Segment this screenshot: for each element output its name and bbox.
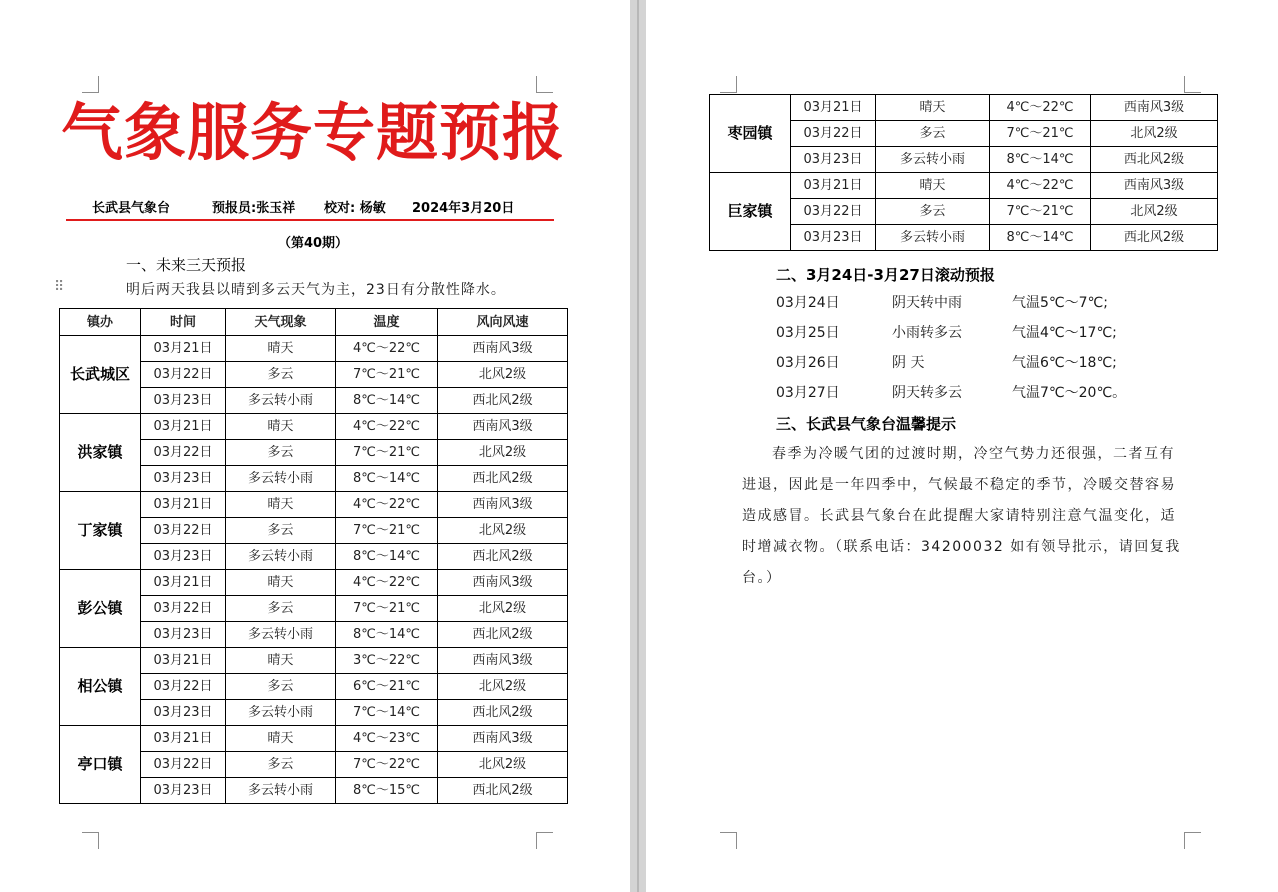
- weather-cell: 多云转小雨: [876, 147, 990, 173]
- wind-cell: 北风2级: [1091, 121, 1218, 147]
- date-cell: 03月23日: [141, 544, 226, 570]
- forecast-table-continued: [709, 94, 1218, 251]
- date-cell: 03月23日: [141, 466, 226, 492]
- rolling-weather: 小雨转多云: [892, 325, 962, 341]
- wind-cell: 西北风2级: [438, 544, 568, 570]
- weather-cell: 多云: [226, 596, 336, 622]
- crop-mark: [720, 76, 737, 93]
- wind-cell: 西北风2级: [438, 700, 568, 726]
- weather-cell: 多云: [226, 674, 336, 700]
- temp-cell: 7℃～14℃: [336, 700, 438, 726]
- forecast-table: [59, 308, 568, 804]
- weather-cell: 晴天: [876, 173, 990, 199]
- date-cell: 03月22日: [141, 362, 226, 388]
- wind-cell: 北风2级: [438, 752, 568, 778]
- town-name: 亭口镇: [60, 726, 141, 804]
- weather-cell: 多云: [226, 440, 336, 466]
- crop-mark: [720, 832, 737, 849]
- wind-cell: 北风2级: [438, 596, 568, 622]
- page-gap-line: [637, 0, 639, 892]
- weather-cell: 多云转小雨: [226, 544, 336, 570]
- table-row: [710, 173, 1218, 199]
- temp-cell: 7℃～21℃: [336, 518, 438, 544]
- wind-cell: 西北风2级: [438, 778, 568, 804]
- weather-cell: 晴天: [226, 336, 336, 362]
- temp-cell: 8℃～14℃: [990, 147, 1091, 173]
- date-cell: 03月23日: [141, 388, 226, 414]
- wind-cell: 西北风2级: [1091, 147, 1218, 173]
- date-cell: 03月21日: [141, 492, 226, 518]
- weather-cell: 多云转小雨: [226, 388, 336, 414]
- wind-cell: 西北风2级: [438, 388, 568, 414]
- wind-cell: 西南风3级: [438, 726, 568, 752]
- town-name: 洪家镇: [60, 414, 141, 492]
- weather-cell: 多云: [226, 362, 336, 388]
- checker: 校对: 杨敏: [324, 201, 386, 216]
- temp-cell: 7℃～21℃: [336, 362, 438, 388]
- wind-cell: 北风2级: [438, 440, 568, 466]
- wind-cell: 西南风3级: [1091, 173, 1218, 199]
- town-name: 长武城区: [60, 336, 141, 414]
- date-cell: 03月21日: [141, 726, 226, 752]
- date-cell: 03月22日: [141, 596, 226, 622]
- temp-cell: 4℃～22℃: [990, 173, 1091, 199]
- temp-cell: 8℃～14℃: [336, 388, 438, 414]
- weather-cell: 晴天: [226, 492, 336, 518]
- town-name: 彭公镇: [60, 570, 141, 648]
- wind-cell: 西北风2级: [1091, 225, 1218, 251]
- date-cell: 03月22日: [141, 440, 226, 466]
- temp-cell: 4℃～22℃: [336, 492, 438, 518]
- rolling-date: 03月24日: [776, 295, 840, 311]
- weather-cell: 多云: [876, 121, 990, 147]
- weather-cell: 晴天: [876, 95, 990, 121]
- date-cell: 03月23日: [791, 147, 876, 173]
- town-name: 丁家镇: [60, 492, 141, 570]
- table-row: [60, 414, 568, 440]
- wind-cell: 西南风3级: [438, 648, 568, 674]
- rolling-temp: 气温5℃～7℃;: [1012, 295, 1108, 311]
- date-cell: 03月21日: [141, 414, 226, 440]
- section2-heading: 二、3月24日-3月27日滚动预报: [776, 266, 995, 284]
- weather-cell: 多云: [876, 199, 990, 225]
- weather-cell: 多云转小雨: [876, 225, 990, 251]
- town-name: 枣园镇: [710, 95, 791, 173]
- crop-mark: [536, 832, 553, 849]
- table-row: [60, 648, 568, 674]
- date-cell: 03月22日: [141, 752, 226, 778]
- rolling-date: 03月27日: [776, 385, 840, 401]
- weather-cell: 多云: [226, 752, 336, 778]
- town-name: 巨家镇: [710, 173, 791, 251]
- warm-tip-text: 春季为冷暖气团的过渡时期，冷空气势力还很强，二者互有进退，因此是一年四季中，气候最不稳定的季节，冷暖交替容易造成感冒。长武县气象台在此提醒大家请特别注意气温变化，适时增减衣物。（联系电话：34200032 如有领导批示，请回复我台。）: [742, 446, 1181, 586]
- station-name: 长武县气象台: [92, 201, 171, 216]
- drag-handle-icon[interactable]: ⠿: [54, 279, 65, 295]
- issue-date: 2024年3月20日: [412, 201, 515, 216]
- col-header: 温度: [336, 309, 438, 336]
- crop-mark: [1184, 832, 1201, 849]
- section1-heading: 一、未来三天预报: [126, 256, 247, 274]
- weather-cell: 晴天: [226, 726, 336, 752]
- temp-cell: 4℃～23℃: [336, 726, 438, 752]
- date-cell: 03月21日: [141, 570, 226, 596]
- wind-cell: 西南风3级: [438, 414, 568, 440]
- date-cell: 03月21日: [141, 336, 226, 362]
- date-cell: 03月23日: [141, 700, 226, 726]
- crop-mark: [82, 832, 99, 849]
- issue-number: （第40期）: [277, 236, 349, 251]
- section1-summary: 明后两天我县以晴到多云天气为主，23日有分散性降水。: [126, 282, 506, 298]
- temp-cell: 8℃～14℃: [336, 622, 438, 648]
- weather-cell: 晴天: [226, 570, 336, 596]
- rolling-temp: 气温7℃～20℃。: [1012, 385, 1127, 401]
- temp-cell: 7℃～21℃: [336, 596, 438, 622]
- wind-cell: 西南风3级: [438, 492, 568, 518]
- weather-cell: 晴天: [226, 414, 336, 440]
- wind-cell: 北风2级: [438, 362, 568, 388]
- wind-cell: 西北风2级: [438, 466, 568, 492]
- date-cell: 03月23日: [141, 622, 226, 648]
- col-header: 天气现象: [226, 309, 336, 336]
- table-header-row: [60, 309, 568, 336]
- rolling-weather: 阴天转多云: [892, 385, 962, 401]
- col-header: 镇办: [60, 309, 141, 336]
- crop-mark: [1184, 76, 1201, 93]
- rolling-temp: 气温4℃～17℃;: [1012, 325, 1117, 341]
- temp-cell: 4℃～22℃: [336, 336, 438, 362]
- temp-cell: 7℃～22℃: [336, 752, 438, 778]
- rolling-temp: 气温6℃～18℃;: [1012, 355, 1117, 371]
- date-cell: 03月21日: [141, 648, 226, 674]
- date-cell: 03月22日: [791, 199, 876, 225]
- wind-cell: 西南风3级: [438, 336, 568, 362]
- temp-cell: 8℃～14℃: [990, 225, 1091, 251]
- date-cell: 03月22日: [141, 674, 226, 700]
- date-cell: 03月21日: [791, 95, 876, 121]
- temp-cell: 7℃～21℃: [990, 199, 1091, 225]
- wind-cell: 西南风3级: [1091, 95, 1218, 121]
- town-name: 相公镇: [60, 648, 141, 726]
- col-header: 风向风速: [438, 309, 568, 336]
- wind-cell: 西南风3级: [438, 570, 568, 596]
- temp-cell: 4℃～22℃: [990, 95, 1091, 121]
- forecaster: 预报员:张玉祥: [212, 201, 296, 216]
- temp-cell: 7℃～21℃: [336, 440, 438, 466]
- rolling-weather: 阴天转中雨: [892, 295, 962, 311]
- temp-cell: 8℃～14℃: [336, 544, 438, 570]
- red-rule: [66, 219, 554, 221]
- date-cell: 03月23日: [791, 225, 876, 251]
- document-title: 气象服务专题预报: [60, 96, 565, 169]
- temp-cell: 6℃～21℃: [336, 674, 438, 700]
- temp-cell: 7℃～21℃: [990, 121, 1091, 147]
- rolling-weather: 阴 天: [892, 355, 925, 371]
- weather-cell: 晴天: [226, 648, 336, 674]
- temp-cell: 4℃～22℃: [336, 570, 438, 596]
- table-row: [60, 726, 568, 752]
- wind-cell: 西北风2级: [438, 622, 568, 648]
- table-row: [60, 492, 568, 518]
- temp-cell: 3℃～22℃: [336, 648, 438, 674]
- date-cell: 03月22日: [141, 518, 226, 544]
- weather-cell: 多云转小雨: [226, 700, 336, 726]
- table-row: [60, 570, 568, 596]
- rolling-date: 03月26日: [776, 355, 840, 371]
- wind-cell: 北风2级: [438, 518, 568, 544]
- date-cell: 03月21日: [791, 173, 876, 199]
- table-row: [60, 336, 568, 362]
- weather-cell: 多云: [226, 518, 336, 544]
- weather-cell: 多云转小雨: [226, 778, 336, 804]
- col-header: 时间: [141, 309, 226, 336]
- date-cell: 03月22日: [791, 121, 876, 147]
- rolling-date: 03月25日: [776, 325, 840, 341]
- date-cell: 03月23日: [141, 778, 226, 804]
- wind-cell: 北风2级: [1091, 199, 1218, 225]
- weather-cell: 多云转小雨: [226, 622, 336, 648]
- temp-cell: 8℃～14℃: [336, 466, 438, 492]
- weather-cell: 多云转小雨: [226, 466, 336, 492]
- section3-heading: 三、长武县气象台温馨提示: [776, 415, 957, 433]
- wind-cell: 北风2级: [438, 674, 568, 700]
- temp-cell: 4℃～22℃: [336, 414, 438, 440]
- table-row: [710, 95, 1218, 121]
- temp-cell: 8℃～15℃: [336, 778, 438, 804]
